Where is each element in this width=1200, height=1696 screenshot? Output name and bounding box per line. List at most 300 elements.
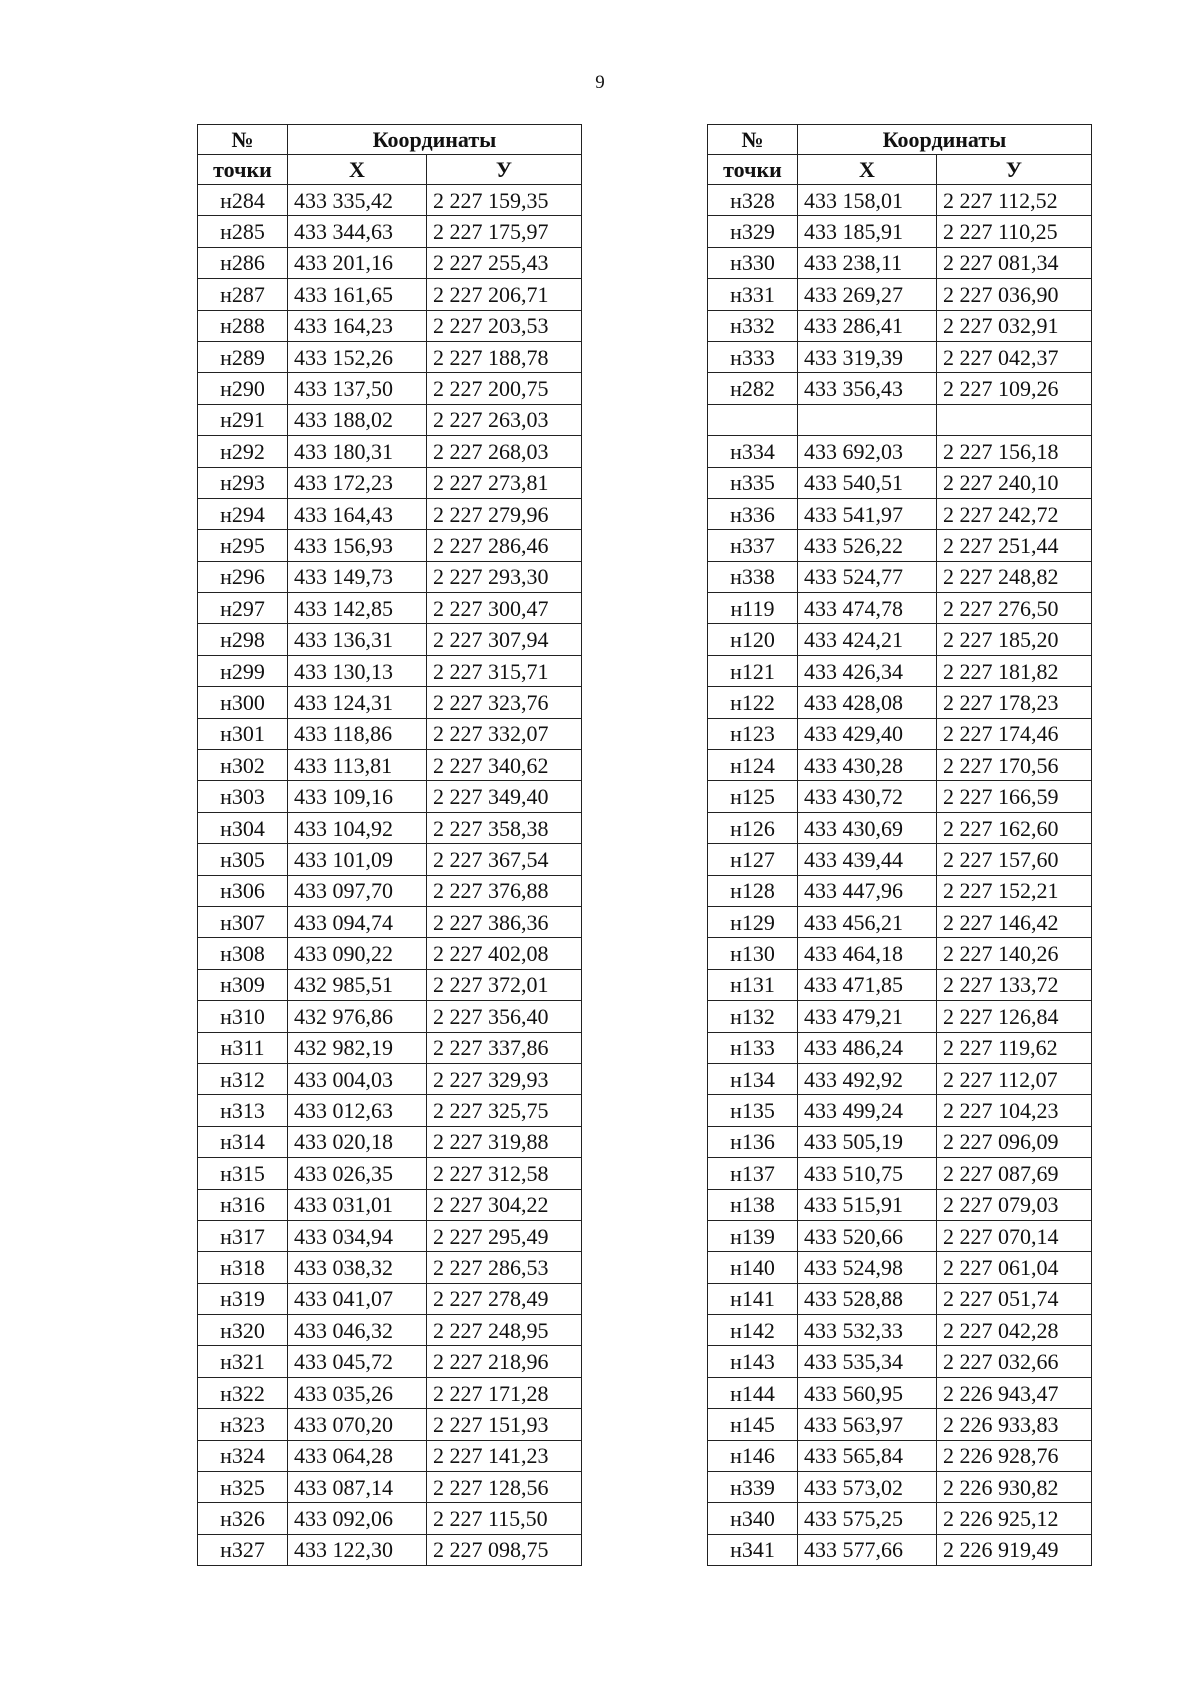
point-id-cell: н124 [708, 750, 798, 781]
table-row [198, 1440, 582, 1471]
y-coordinate-cell: 2 227 109,26 [937, 373, 1092, 404]
x-coordinate-cell: 433 319,39 [798, 341, 937, 372]
point-id-cell: н335 [708, 467, 798, 498]
point-id-cell: н287 [198, 279, 288, 310]
y-coordinate-cell: 2 227 170,56 [937, 750, 1092, 781]
point-id-cell: н319 [198, 1283, 288, 1314]
point-subheader: точки [198, 155, 288, 185]
y-coordinate-cell: 2 227 152,21 [937, 875, 1092, 906]
table-row [198, 1409, 582, 1440]
point-id-cell: н137 [708, 1158, 798, 1189]
y-coordinate-cell: 2 227 128,56 [427, 1472, 582, 1503]
y-coordinate-cell: 2 227 188,78 [427, 341, 582, 372]
point-id-cell: н329 [708, 216, 798, 247]
x-coordinate-cell: 433 109,16 [288, 781, 427, 812]
x-coordinate-cell: 433 565,84 [798, 1440, 937, 1471]
point-id-cell: н336 [708, 498, 798, 529]
x-coordinate-cell: 433 447,96 [798, 875, 937, 906]
y-coordinate-cell: 2 227 042,37 [937, 341, 1092, 372]
table-row [708, 938, 1092, 969]
table-row [708, 1440, 1092, 1471]
y-coordinate-cell: 2 227 141,23 [427, 1440, 582, 1471]
y-coordinate-cell: 2 227 104,23 [937, 1095, 1092, 1126]
point-id-cell: н138 [708, 1189, 798, 1220]
point-id-cell: н128 [708, 875, 798, 906]
table-row [198, 185, 582, 216]
x-coordinate-cell: 433 035,26 [288, 1377, 427, 1408]
table-row [198, 1377, 582, 1408]
table-row [198, 436, 582, 467]
y-coordinate-cell: 2 227 112,52 [937, 185, 1092, 216]
y-coordinate-cell: 2 227 166,59 [937, 781, 1092, 812]
x-coordinate-cell: 433 356,43 [798, 373, 937, 404]
y-coordinate-cell: 2 226 933,83 [937, 1409, 1092, 1440]
point-id-cell: н130 [708, 938, 798, 969]
x-header: X [798, 155, 937, 185]
point-id-cell: н338 [708, 561, 798, 592]
y-coordinate-cell: 2 227 402,08 [427, 938, 582, 969]
y-coordinate-cell: 2 227 218,96 [427, 1346, 582, 1377]
x-coordinate-cell: 433 335,42 [288, 185, 427, 216]
x-coordinate-cell: 433 188,02 [288, 404, 427, 435]
y-coordinate-cell: 2 227 386,36 [427, 906, 582, 937]
table-row [708, 593, 1092, 624]
y-coordinate-cell: 2 227 200,75 [427, 373, 582, 404]
x-coordinate-cell: 433 505,19 [798, 1126, 937, 1157]
x-coordinate-cell: 433 471,85 [798, 969, 937, 1000]
y-coordinate-cell: 2 227 337,86 [427, 1032, 582, 1063]
y-coordinate-cell: 2 227 340,62 [427, 750, 582, 781]
table-row [708, 1063, 1092, 1094]
table-row [198, 624, 582, 655]
x-coordinate-cell: 433 094,74 [288, 906, 427, 937]
y-coordinate-cell: 2 227 276,50 [937, 593, 1092, 624]
point-id-cell: н120 [708, 624, 798, 655]
point-id-cell: н296 [198, 561, 288, 592]
table-row [708, 404, 1092, 435]
y-coordinate-cell: 2 226 930,82 [937, 1472, 1092, 1503]
x-coordinate-cell: 433 034,94 [288, 1220, 427, 1251]
y-coordinate-cell: 2 227 032,66 [937, 1346, 1092, 1377]
y-coordinate-cell: 2 227 133,72 [937, 969, 1092, 1000]
point-id-cell: н127 [708, 844, 798, 875]
x-coordinate-cell: 433 286,41 [798, 310, 937, 341]
y-coordinate-cell: 2 227 240,10 [937, 467, 1092, 498]
x-coordinate-cell: 433 137,50 [288, 373, 427, 404]
table-row [708, 185, 1092, 216]
table-row [198, 1283, 582, 1314]
page-number: 9 [595, 72, 605, 93]
y-coordinate-cell: 2 227 079,03 [937, 1189, 1092, 1220]
table-row [708, 1534, 1092, 1565]
coordinates-table-right [707, 124, 1092, 1566]
table-row [708, 216, 1092, 247]
x-coordinate-cell: 433 136,31 [288, 624, 427, 655]
y-coordinate-cell: 2 226 928,76 [937, 1440, 1092, 1471]
point-id-cell: н133 [708, 1032, 798, 1063]
x-coordinate-cell: 433 499,24 [798, 1095, 937, 1126]
x-coordinate-cell: 433 429,40 [798, 718, 937, 749]
point-id-cell: н322 [198, 1377, 288, 1408]
table-row [708, 624, 1092, 655]
y-coordinate-cell: 2 227 110,25 [937, 216, 1092, 247]
x-coordinate-cell: 433 424,21 [798, 624, 937, 655]
table-row [198, 310, 582, 341]
table-row [198, 750, 582, 781]
table-row [198, 341, 582, 372]
x-coordinate-cell: 433 087,14 [288, 1472, 427, 1503]
point-id-cell: н126 [708, 812, 798, 843]
y-coordinate-cell: 2 226 925,12 [937, 1503, 1092, 1534]
x-coordinate-cell: 433 474,78 [798, 593, 937, 624]
table-row [708, 1032, 1092, 1063]
point-id-cell: н294 [198, 498, 288, 529]
point-id-cell [708, 404, 798, 435]
table-row [708, 906, 1092, 937]
x-coordinate-cell: 433 172,23 [288, 467, 427, 498]
point-id-cell: н328 [708, 185, 798, 216]
table-row [198, 812, 582, 843]
table-body [198, 185, 582, 1566]
point-id-cell: н324 [198, 1440, 288, 1471]
point-id-cell: н326 [198, 1503, 288, 1534]
y-coordinate-cell: 2 227 096,09 [937, 1126, 1092, 1157]
y-coordinate-cell: 2 227 251,44 [937, 530, 1092, 561]
x-coordinate-cell: 433 430,28 [798, 750, 937, 781]
x-coordinate-cell: 433 064,28 [288, 1440, 427, 1471]
x-coordinate-cell: 433 560,95 [798, 1377, 937, 1408]
point-id-cell: н317 [198, 1220, 288, 1251]
y-coordinate-cell: 2 227 151,93 [427, 1409, 582, 1440]
y-coordinate-cell: 2 227 171,28 [427, 1377, 582, 1408]
point-id-cell: н285 [198, 216, 288, 247]
table-row [708, 1377, 1092, 1408]
table-row [708, 718, 1092, 749]
point-id-cell: н331 [708, 279, 798, 310]
table-row [708, 1126, 1092, 1157]
x-coordinate-cell: 433 161,65 [288, 279, 427, 310]
point-id-cell: н310 [198, 1001, 288, 1032]
table-row [198, 938, 582, 969]
point-id-cell: н301 [198, 718, 288, 749]
point-id-cell: н314 [198, 1126, 288, 1157]
x-coordinate-cell: 433 426,34 [798, 655, 937, 686]
y-coordinate-cell: 2 227 319,88 [427, 1126, 582, 1157]
table-row [198, 1189, 582, 1220]
table-row [198, 1126, 582, 1157]
point-id-cell: н289 [198, 341, 288, 372]
x-coordinate-cell: 433 573,02 [798, 1472, 937, 1503]
table-row [198, 1503, 582, 1534]
point-id-cell: н334 [708, 436, 798, 467]
table-row [198, 1346, 582, 1377]
point-id-cell: н313 [198, 1095, 288, 1126]
x-coordinate-cell: 433 479,21 [798, 1001, 937, 1032]
x-coordinate-cell: 433 526,22 [798, 530, 937, 561]
y-coordinate-cell: 2 227 061,04 [937, 1252, 1092, 1283]
y-coordinate-cell: 2 227 203,53 [427, 310, 582, 341]
table-row [708, 1220, 1092, 1251]
point-id-cell: н282 [708, 373, 798, 404]
point-id-cell: н308 [198, 938, 288, 969]
y-coordinate-cell: 2 227 358,38 [427, 812, 582, 843]
x-coordinate-cell: 433 439,44 [798, 844, 937, 875]
x-coordinate-cell [798, 404, 937, 435]
x-coordinate-cell: 433 520,66 [798, 1220, 937, 1251]
x-coordinate-cell: 433 101,09 [288, 844, 427, 875]
x-coordinate-cell: 433 152,26 [288, 341, 427, 372]
y-coordinate-cell: 2 227 126,84 [937, 1001, 1092, 1032]
table-row [708, 655, 1092, 686]
y-coordinate-cell: 2 227 268,03 [427, 436, 582, 467]
point-id-cell: н315 [198, 1158, 288, 1189]
table-row [198, 1315, 582, 1346]
x-coordinate-cell: 433 012,63 [288, 1095, 427, 1126]
table-row [708, 969, 1092, 1000]
x-coordinate-cell: 433 092,06 [288, 1503, 427, 1534]
point-id-cell: н144 [708, 1377, 798, 1408]
x-coordinate-cell: 433 046,32 [288, 1315, 427, 1346]
y-coordinate-cell: 2 227 329,93 [427, 1063, 582, 1094]
y-coordinate-cell [937, 404, 1092, 435]
point-id-cell: н298 [198, 624, 288, 655]
coordinates-header: Координаты [288, 125, 582, 155]
point-id-cell: н318 [198, 1252, 288, 1283]
x-coordinate-cell: 433 031,01 [288, 1189, 427, 1220]
x-coordinate-cell: 433 038,32 [288, 1252, 427, 1283]
y-coordinate-cell: 2 226 943,47 [937, 1377, 1092, 1408]
point-id-cell: н306 [198, 875, 288, 906]
x-coordinate-cell: 433 524,77 [798, 561, 937, 592]
y-coordinate-cell: 2 227 140,26 [937, 938, 1092, 969]
coordinates-header: Координаты [798, 125, 1092, 155]
point-id-cell: н300 [198, 687, 288, 718]
point-id-cell: н135 [708, 1095, 798, 1126]
x-coordinate-cell: 433 142,85 [288, 593, 427, 624]
point-id-cell: н325 [198, 1472, 288, 1503]
table-row [708, 1472, 1092, 1503]
y-header: У [937, 155, 1092, 185]
y-coordinate-cell: 2 227 312,58 [427, 1158, 582, 1189]
point-id-cell: н286 [198, 247, 288, 278]
point-id-cell: н291 [198, 404, 288, 435]
point-id-cell: н145 [708, 1409, 798, 1440]
point-id-cell: н297 [198, 593, 288, 624]
table-row [198, 655, 582, 686]
x-coordinate-cell: 433 158,01 [798, 185, 937, 216]
point-header: № [198, 125, 288, 155]
y-coordinate-cell: 2 227 248,95 [427, 1315, 582, 1346]
y-coordinate-cell: 2 227 174,46 [937, 718, 1092, 749]
table-row [198, 467, 582, 498]
table-row [198, 1472, 582, 1503]
y-coordinate-cell: 2 227 036,90 [937, 279, 1092, 310]
x-coordinate-cell: 433 004,03 [288, 1063, 427, 1094]
y-coordinate-cell: 2 227 175,97 [427, 216, 582, 247]
table-row [198, 875, 582, 906]
point-id-cell: н142 [708, 1315, 798, 1346]
table-row [708, 781, 1092, 812]
point-id-cell: н321 [198, 1346, 288, 1377]
x-coordinate-cell: 433 430,72 [798, 781, 937, 812]
point-id-cell: н333 [708, 341, 798, 372]
table-row [198, 1095, 582, 1126]
point-header: № [708, 125, 798, 155]
table-row [198, 1158, 582, 1189]
point-id-cell: н139 [708, 1220, 798, 1251]
table-row [708, 1252, 1092, 1283]
point-id-cell: н332 [708, 310, 798, 341]
point-id-cell: н292 [198, 436, 288, 467]
point-subheader: точки [708, 155, 798, 185]
x-coordinate-cell: 432 985,51 [288, 969, 427, 1000]
table-row [198, 1252, 582, 1283]
x-coordinate-cell: 433 149,73 [288, 561, 427, 592]
point-id-cell: н125 [708, 781, 798, 812]
x-coordinate-cell: 433 118,86 [288, 718, 427, 749]
x-coordinate-cell: 433 104,92 [288, 812, 427, 843]
x-coordinate-cell: 433 180,31 [288, 436, 427, 467]
x-coordinate-cell: 433 164,43 [288, 498, 427, 529]
table-row [708, 498, 1092, 529]
point-id-cell: н129 [708, 906, 798, 937]
table-row [198, 1220, 582, 1251]
x-coordinate-cell: 433 541,97 [798, 498, 937, 529]
point-id-cell: н132 [708, 1001, 798, 1032]
y-coordinate-cell: 2 227 279,96 [427, 498, 582, 529]
table-row [708, 247, 1092, 278]
y-coordinate-cell: 2 227 367,54 [427, 844, 582, 875]
x-coordinate-cell: 433 524,98 [798, 1252, 937, 1283]
table-row [198, 1001, 582, 1032]
x-coordinate-cell: 433 532,33 [798, 1315, 937, 1346]
point-id-cell: н122 [708, 687, 798, 718]
point-id-cell: н284 [198, 185, 288, 216]
table-row [198, 498, 582, 529]
x-coordinate-cell: 433 430,69 [798, 812, 937, 843]
point-id-cell: н320 [198, 1315, 288, 1346]
table-row [708, 1283, 1092, 1314]
y-coordinate-cell: 2 227 315,71 [427, 655, 582, 686]
x-coordinate-cell: 433 020,18 [288, 1126, 427, 1157]
point-id-cell: н316 [198, 1189, 288, 1220]
point-id-cell: н323 [198, 1409, 288, 1440]
y-coordinate-cell: 2 227 081,34 [937, 247, 1092, 278]
y-coordinate-cell: 2 227 206,71 [427, 279, 582, 310]
x-coordinate-cell: 433 540,51 [798, 467, 937, 498]
y-coordinate-cell: 2 227 332,07 [427, 718, 582, 749]
table-row [198, 844, 582, 875]
x-coordinate-cell: 433 156,93 [288, 530, 427, 561]
table-row [708, 844, 1092, 875]
y-coordinate-cell: 2 227 119,62 [937, 1032, 1092, 1063]
point-id-cell: н136 [708, 1126, 798, 1157]
point-id-cell: н330 [708, 247, 798, 278]
y-coordinate-cell: 2 227 248,82 [937, 561, 1092, 592]
x-coordinate-cell: 433 528,88 [798, 1283, 937, 1314]
point-id-cell: н339 [708, 1472, 798, 1503]
x-coordinate-cell: 433 026,35 [288, 1158, 427, 1189]
y-coordinate-cell: 2 227 185,20 [937, 624, 1092, 655]
table-row [708, 1503, 1092, 1534]
table-row [708, 467, 1092, 498]
x-coordinate-cell: 433 563,97 [798, 1409, 937, 1440]
x-coordinate-cell: 433 428,08 [798, 687, 937, 718]
point-id-cell: н304 [198, 812, 288, 843]
point-id-cell: н307 [198, 906, 288, 937]
point-id-cell: н340 [708, 1503, 798, 1534]
y-coordinate-cell: 2 227 372,01 [427, 969, 582, 1000]
table-row [708, 373, 1092, 404]
point-id-cell: н341 [708, 1534, 798, 1565]
y-coordinate-cell: 2 227 325,75 [427, 1095, 582, 1126]
point-id-cell: н293 [198, 467, 288, 498]
point-id-cell: н134 [708, 1063, 798, 1094]
x-coordinate-cell: 433 510,75 [798, 1158, 937, 1189]
x-coordinate-cell: 433 113,81 [288, 750, 427, 781]
x-coordinate-cell: 433 692,03 [798, 436, 937, 467]
x-coordinate-cell: 433 464,18 [798, 938, 937, 969]
table-row [198, 781, 582, 812]
y-header: У [427, 155, 582, 185]
x-coordinate-cell: 433 045,72 [288, 1346, 427, 1377]
x-coordinate-cell: 433 130,13 [288, 655, 427, 686]
point-id-cell: н327 [198, 1534, 288, 1565]
table-row [708, 687, 1092, 718]
y-coordinate-cell: 2 227 070,14 [937, 1220, 1092, 1251]
x-coordinate-cell: 433 486,24 [798, 1032, 937, 1063]
table-row [198, 561, 582, 592]
x-coordinate-cell: 433 201,16 [288, 247, 427, 278]
y-coordinate-cell: 2 227 162,60 [937, 812, 1092, 843]
point-id-cell: н302 [198, 750, 288, 781]
x-coordinate-cell: 433 515,91 [798, 1189, 937, 1220]
y-coordinate-cell: 2 227 159,35 [427, 185, 582, 216]
table-row [198, 247, 582, 278]
x-coordinate-cell: 432 976,86 [288, 1001, 427, 1032]
x-coordinate-cell: 433 492,92 [798, 1063, 937, 1094]
y-coordinate-cell: 2 227 042,28 [937, 1315, 1092, 1346]
point-id-cell: н131 [708, 969, 798, 1000]
point-id-cell: н121 [708, 655, 798, 686]
table-row [708, 310, 1092, 341]
x-coordinate-cell: 433 124,31 [288, 687, 427, 718]
y-coordinate-cell: 2 227 242,72 [937, 498, 1092, 529]
table-row [198, 906, 582, 937]
y-coordinate-cell: 2 227 278,49 [427, 1283, 582, 1314]
point-id-cell: н305 [198, 844, 288, 875]
y-coordinate-cell: 2 227 146,42 [937, 906, 1092, 937]
table-row [708, 561, 1092, 592]
point-id-cell: н288 [198, 310, 288, 341]
table-row [198, 687, 582, 718]
table-row [198, 404, 582, 435]
table-row [708, 1346, 1092, 1377]
point-id-cell: н146 [708, 1440, 798, 1471]
x-coordinate-cell: 433 238,11 [798, 247, 937, 278]
point-id-cell: н311 [198, 1032, 288, 1063]
x-coordinate-cell: 432 982,19 [288, 1032, 427, 1063]
y-coordinate-cell: 2 227 323,76 [427, 687, 582, 718]
point-id-cell: н299 [198, 655, 288, 686]
point-id-cell: н143 [708, 1346, 798, 1377]
y-coordinate-cell: 2 227 112,07 [937, 1063, 1092, 1094]
point-id-cell: н309 [198, 969, 288, 1000]
x-coordinate-cell: 433 577,66 [798, 1534, 937, 1565]
y-coordinate-cell: 2 227 098,75 [427, 1534, 582, 1565]
y-coordinate-cell: 2 227 051,74 [937, 1283, 1092, 1314]
y-coordinate-cell: 2 227 255,43 [427, 247, 582, 278]
